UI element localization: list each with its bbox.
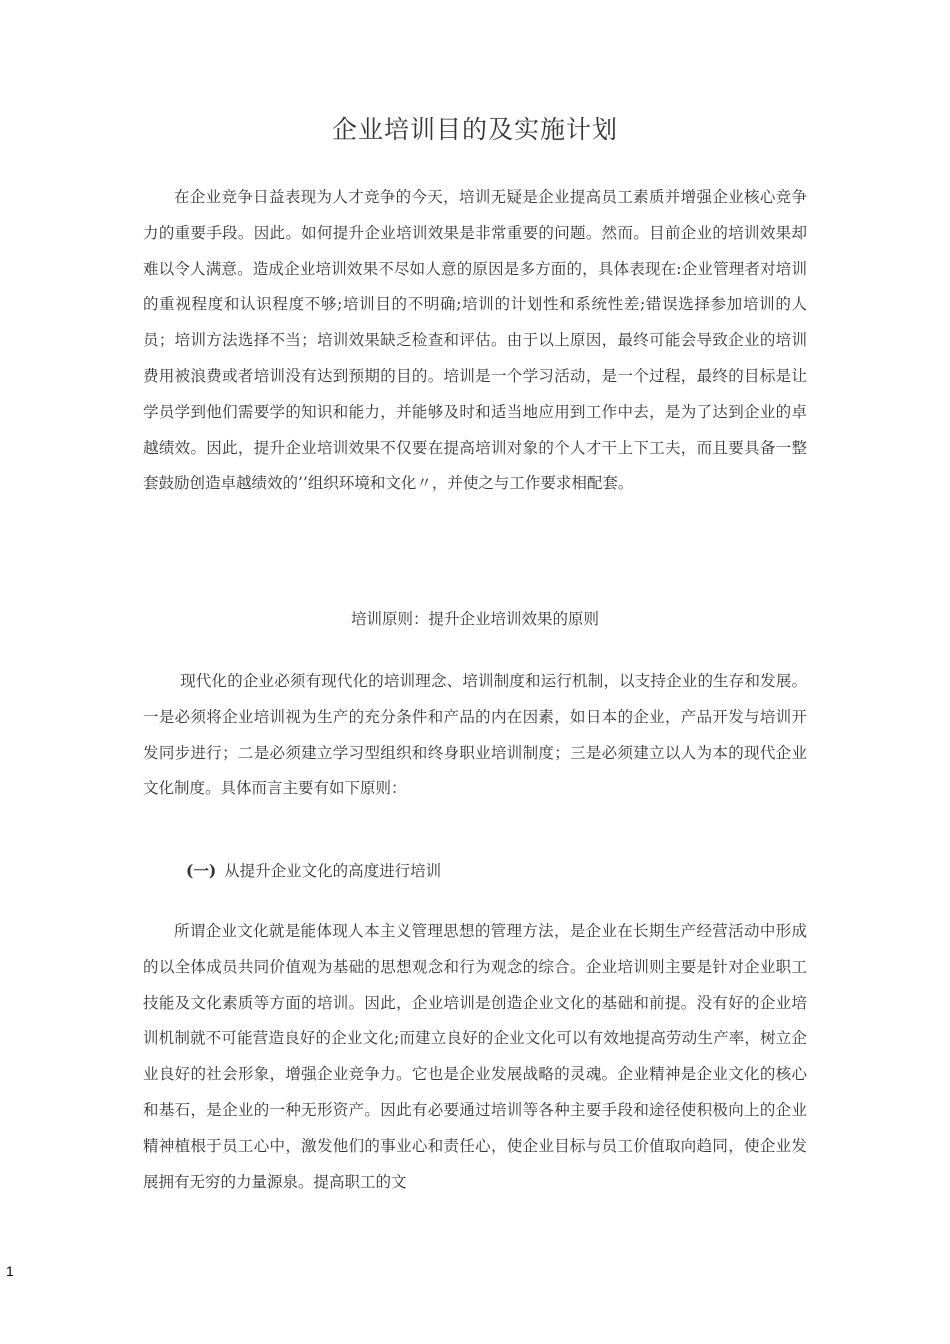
subheading-number: (一) [186,861,217,880]
section-heading: 培训原则：提升企业培训效果的原则 [350,610,599,628]
page-number: 1 [6,1263,14,1279]
document-title: 企业培训目的及实施计划 [331,115,618,144]
culture-paragraph: 所谓企业文化就是能体现人本主义管理思想的管理方法，是企业在长期生产经营活动中形成的以全体成员共同价值观为基础的思想观念和行为观念的综合。企业培训则主要是针对企业职工技能及文化素质等方面的培训。因此，企业培训是创造企业文化的基础和前提。没有好的企业培训机制就不可能营造良好的企业文化;而建立良好的企业文化可以有效地提高劳动生产率，树立企业良好的社会形象，增强企业竞争力。它也是企业发展战略的灵魂。企业精神是企业文化的核心和基石，是企业的一种无形资产。因此有必要通过培训等各种主要手段和途径使积极向上的企业精神植根于员工心中，激发他们的事业心和责任心，使企业目标与员工价值取向趋同，使企业发展拥有无穷的力量源泉。提高职工的文 [143,922,807,1191]
intro-paragraph: 在企业竞争日益表现为人才竞争的今天，培训无疑是企业提高员工素质并增强企业核心竞争力的重要手段。因此。如何提升企业培训效果是非常重要的问题。然而。目前企业的培训效果却难以令人满意。造成企业培训效果不尽如人意的原因是多方面的，具体表现在:企业管理者对培训的重视程度和认识程度不够;培训目的不明确;培训的计划性和系统性差;错误选择参加培训的人员；培训方法选择不当；培训效果缺乏检查和评估。由于以上原因，最终可能会导致企业的培训费用被浪费或者培训没有达到预期的目的。培训是一个学习活动，是一个过程，最终的目标是让学员学到他们需要学的知识和能力，并能够及时和适当地应用到工作中去，是为了达到企业的卓越绩效。因此，提升企业培训效果不仅要在提高培训对象的个人才干上下工夫，而且要具备一整套鼓励创造卓越绩效的’’组织环境和文化〃，并使之与工作要求相配套。 [143,188,807,493]
subheading [186,856,441,886]
subheading-text: 从提升企业文化的高度进行培训 [224,862,442,880]
principles-paragraph: 现代化的企业必须有现代化的培训理念、培训制度和运行机制，以支持企业的生存和发展。一是必须将企业培训视为生产的充分条件和产品的内在因素，如日本的企业，产品开发与培训开发同步进行；二是必须建立学习型组织和终身职业培训制度；三是必须建立以人为本的现代企业文化制度。具体而言主要有如下原则： [143,672,807,798]
